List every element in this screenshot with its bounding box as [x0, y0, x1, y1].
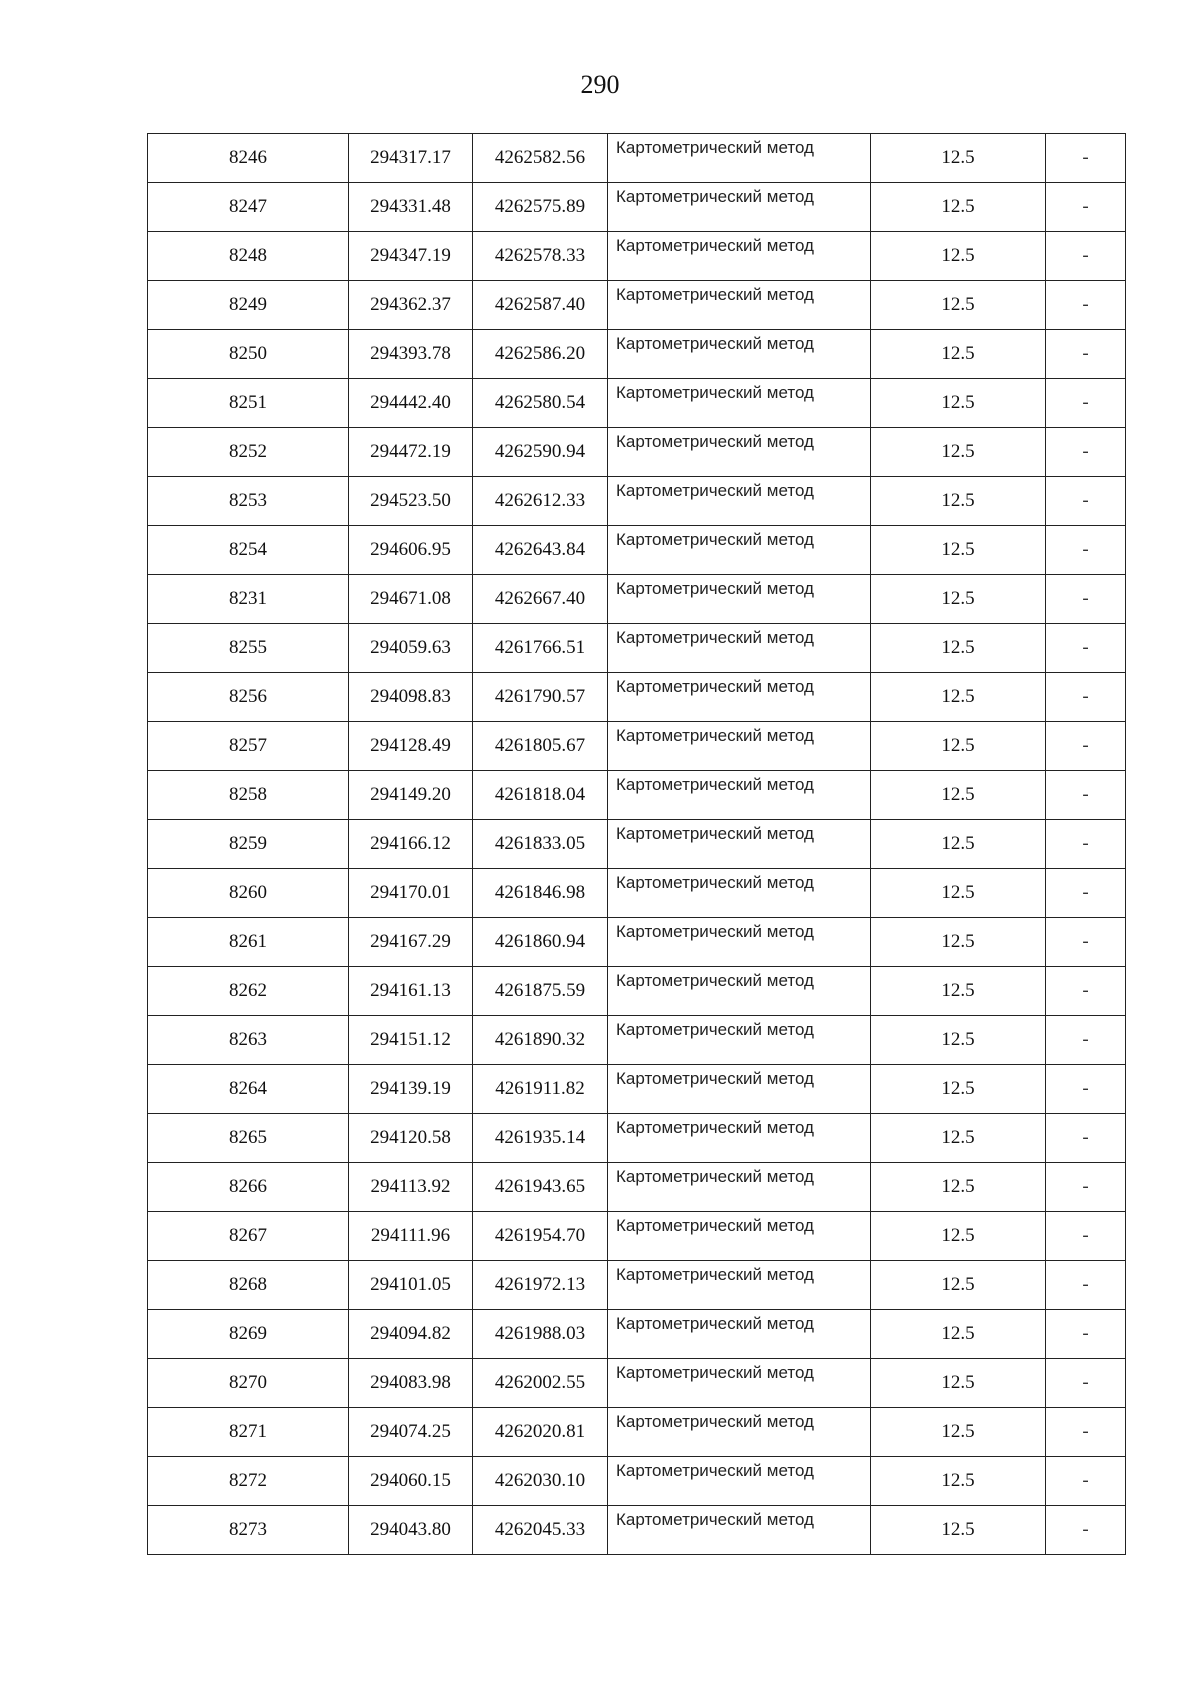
- method-cell: Картометрический метод: [608, 1408, 871, 1457]
- note-cell: -: [1046, 379, 1126, 428]
- note-cell: -: [1046, 330, 1126, 379]
- table-row: [148, 134, 1126, 183]
- table-row: [148, 379, 1126, 428]
- x-coordinate-cell: 294128.49: [349, 722, 473, 771]
- x-coordinate-cell: 294393.78: [349, 330, 473, 379]
- accuracy-cell: 12.5: [871, 1506, 1046, 1555]
- accuracy-cell: 12.5: [871, 1065, 1046, 1114]
- y-coordinate-cell: 4261846.98: [473, 869, 608, 918]
- accuracy-cell: 12.5: [871, 1457, 1046, 1506]
- note-cell: -: [1046, 1310, 1126, 1359]
- coordinates-table: [147, 133, 1126, 1555]
- x-coordinate-cell: 294111.96: [349, 1212, 473, 1261]
- table-row: [148, 1359, 1126, 1408]
- note-cell: -: [1046, 575, 1126, 624]
- x-coordinate-cell: 294161.13: [349, 967, 473, 1016]
- x-coordinate-cell: 294149.20: [349, 771, 473, 820]
- method-cell: Картометрический метод: [608, 1114, 871, 1163]
- method-cell: Картометрический метод: [608, 967, 871, 1016]
- point-number-cell: 8255: [148, 624, 349, 673]
- accuracy-cell: 12.5: [871, 232, 1046, 281]
- y-coordinate-cell: 4262667.40: [473, 575, 608, 624]
- method-cell: Картометрический метод: [608, 1506, 871, 1555]
- table-row: [148, 1310, 1126, 1359]
- table-row: [148, 624, 1126, 673]
- point-number-cell: 8248: [148, 232, 349, 281]
- table-row: [148, 1408, 1126, 1457]
- point-number-cell: 8263: [148, 1016, 349, 1065]
- table-row: [148, 967, 1126, 1016]
- point-number-cell: 8250: [148, 330, 349, 379]
- method-cell: Картометрический метод: [608, 1457, 871, 1506]
- method-cell: Картометрический метод: [608, 379, 871, 428]
- note-cell: -: [1046, 1359, 1126, 1408]
- x-coordinate-cell: 294523.50: [349, 477, 473, 526]
- point-number-cell: 8258: [148, 771, 349, 820]
- y-coordinate-cell: 4261911.82: [473, 1065, 608, 1114]
- table-row: [148, 771, 1126, 820]
- y-coordinate-cell: 4261890.32: [473, 1016, 608, 1065]
- method-cell: Картометрический метод: [608, 1212, 871, 1261]
- note-cell: -: [1046, 1261, 1126, 1310]
- table-row: [148, 575, 1126, 624]
- note-cell: -: [1046, 1212, 1126, 1261]
- method-cell: Картометрический метод: [608, 624, 871, 673]
- method-cell: Картометрический метод: [608, 330, 871, 379]
- point-number-cell: 8273: [148, 1506, 349, 1555]
- accuracy-cell: 12.5: [871, 1114, 1046, 1163]
- table-row: [148, 1261, 1126, 1310]
- x-coordinate-cell: 294060.15: [349, 1457, 473, 1506]
- x-coordinate-cell: 294442.40: [349, 379, 473, 428]
- note-cell: -: [1046, 820, 1126, 869]
- table-row: [148, 183, 1126, 232]
- accuracy-cell: 12.5: [871, 575, 1046, 624]
- y-coordinate-cell: 4262590.94: [473, 428, 608, 477]
- method-cell: Картометрический метод: [608, 477, 871, 526]
- point-number-cell: 8252: [148, 428, 349, 477]
- method-cell: Картометрический метод: [608, 820, 871, 869]
- method-cell: Картометрический метод: [608, 1359, 871, 1408]
- method-cell: Картометрический метод: [608, 428, 871, 477]
- y-coordinate-cell: 4261860.94: [473, 918, 608, 967]
- x-coordinate-cell: 294098.83: [349, 673, 473, 722]
- y-coordinate-cell: 4261805.67: [473, 722, 608, 771]
- y-coordinate-cell: 4262002.55: [473, 1359, 608, 1408]
- point-number-cell: 8257: [148, 722, 349, 771]
- y-coordinate-cell: 4262578.33: [473, 232, 608, 281]
- x-coordinate-cell: 294139.19: [349, 1065, 473, 1114]
- point-number-cell: 8272: [148, 1457, 349, 1506]
- page-number: 290: [580, 70, 620, 99]
- y-coordinate-cell: 4261943.65: [473, 1163, 608, 1212]
- method-cell: Картометрический метод: [608, 1163, 871, 1212]
- x-coordinate-cell: 294671.08: [349, 575, 473, 624]
- x-coordinate-cell: 294120.58: [349, 1114, 473, 1163]
- y-coordinate-cell: 4262045.33: [473, 1506, 608, 1555]
- point-number-cell: 8259: [148, 820, 349, 869]
- accuracy-cell: 12.5: [871, 1408, 1046, 1457]
- point-number-cell: 8246: [148, 134, 349, 183]
- y-coordinate-cell: 4261988.03: [473, 1310, 608, 1359]
- point-number-cell: 8231: [148, 575, 349, 624]
- accuracy-cell: 12.5: [871, 722, 1046, 771]
- table-row: [148, 281, 1126, 330]
- point-number-cell: 8265: [148, 1114, 349, 1163]
- point-number-cell: 8249: [148, 281, 349, 330]
- accuracy-cell: 12.5: [871, 1310, 1046, 1359]
- method-cell: Картометрический метод: [608, 526, 871, 575]
- note-cell: -: [1046, 281, 1126, 330]
- note-cell: -: [1046, 134, 1126, 183]
- table-row: [148, 1016, 1126, 1065]
- method-cell: Картометрический метод: [608, 1016, 871, 1065]
- point-number-cell: 8253: [148, 477, 349, 526]
- accuracy-cell: 12.5: [871, 428, 1046, 477]
- y-coordinate-cell: 4261766.51: [473, 624, 608, 673]
- y-coordinate-cell: 4262587.40: [473, 281, 608, 330]
- point-number-cell: 8256: [148, 673, 349, 722]
- table-row: [148, 673, 1126, 722]
- note-cell: -: [1046, 1506, 1126, 1555]
- note-cell: -: [1046, 1065, 1126, 1114]
- point-number-cell: 8251: [148, 379, 349, 428]
- note-cell: -: [1046, 722, 1126, 771]
- note-cell: -: [1046, 428, 1126, 477]
- x-coordinate-cell: 294094.82: [349, 1310, 473, 1359]
- note-cell: -: [1046, 624, 1126, 673]
- method-cell: Картометрический метод: [608, 1310, 871, 1359]
- y-coordinate-cell: 4262020.81: [473, 1408, 608, 1457]
- x-coordinate-cell: 294101.05: [349, 1261, 473, 1310]
- x-coordinate-cell: 294472.19: [349, 428, 473, 477]
- x-coordinate-cell: 294606.95: [349, 526, 473, 575]
- table-row: [148, 722, 1126, 771]
- accuracy-cell: 12.5: [871, 771, 1046, 820]
- note-cell: -: [1046, 526, 1126, 575]
- point-number-cell: 8268: [148, 1261, 349, 1310]
- note-cell: -: [1046, 673, 1126, 722]
- method-cell: Картометрический метод: [608, 1065, 871, 1114]
- accuracy-cell: 12.5: [871, 624, 1046, 673]
- table-body: [148, 134, 1126, 1555]
- x-coordinate-cell: 294043.80: [349, 1506, 473, 1555]
- point-number-cell: 8270: [148, 1359, 349, 1408]
- method-cell: Картометрический метод: [608, 575, 871, 624]
- point-number-cell: 8264: [148, 1065, 349, 1114]
- note-cell: -: [1046, 1016, 1126, 1065]
- x-coordinate-cell: 294362.37: [349, 281, 473, 330]
- table-row: [148, 1212, 1126, 1261]
- note-cell: -: [1046, 1163, 1126, 1212]
- table-row: [148, 526, 1126, 575]
- accuracy-cell: 12.5: [871, 134, 1046, 183]
- note-cell: -: [1046, 967, 1126, 1016]
- y-coordinate-cell: 4261972.13: [473, 1261, 608, 1310]
- x-coordinate-cell: 294059.63: [349, 624, 473, 673]
- point-number-cell: 8267: [148, 1212, 349, 1261]
- point-number-cell: 8260: [148, 869, 349, 918]
- accuracy-cell: 12.5: [871, 1212, 1046, 1261]
- point-number-cell: 8261: [148, 918, 349, 967]
- note-cell: -: [1046, 183, 1126, 232]
- y-coordinate-cell: 4262612.33: [473, 477, 608, 526]
- method-cell: Картометрический метод: [608, 771, 871, 820]
- table-row: [148, 232, 1126, 281]
- note-cell: -: [1046, 1114, 1126, 1163]
- table-row: [148, 330, 1126, 379]
- point-number-cell: 8247: [148, 183, 349, 232]
- point-number-cell: 8266: [148, 1163, 349, 1212]
- y-coordinate-cell: 4262582.56: [473, 134, 608, 183]
- y-coordinate-cell: 4261954.70: [473, 1212, 608, 1261]
- accuracy-cell: 12.5: [871, 1359, 1046, 1408]
- table-row: [148, 1506, 1126, 1555]
- method-cell: Картометрический метод: [608, 183, 871, 232]
- point-number-cell: 8271: [148, 1408, 349, 1457]
- note-cell: -: [1046, 1408, 1126, 1457]
- y-coordinate-cell: 4261790.57: [473, 673, 608, 722]
- table-row: [148, 1114, 1126, 1163]
- table-row: [148, 918, 1126, 967]
- table-row: [148, 477, 1126, 526]
- method-cell: Картометрический метод: [608, 673, 871, 722]
- note-cell: -: [1046, 869, 1126, 918]
- accuracy-cell: 12.5: [871, 330, 1046, 379]
- note-cell: -: [1046, 1457, 1126, 1506]
- accuracy-cell: 12.5: [871, 477, 1046, 526]
- y-coordinate-cell: 4262580.54: [473, 379, 608, 428]
- note-cell: -: [1046, 477, 1126, 526]
- y-coordinate-cell: 4261935.14: [473, 1114, 608, 1163]
- y-coordinate-cell: 4262030.10: [473, 1457, 608, 1506]
- point-number-cell: 8254: [148, 526, 349, 575]
- method-cell: Картометрический метод: [608, 232, 871, 281]
- y-coordinate-cell: 4261833.05: [473, 820, 608, 869]
- y-coordinate-cell: 4261818.04: [473, 771, 608, 820]
- note-cell: -: [1046, 232, 1126, 281]
- accuracy-cell: 12.5: [871, 183, 1046, 232]
- accuracy-cell: 12.5: [871, 1261, 1046, 1310]
- x-coordinate-cell: 294347.19: [349, 232, 473, 281]
- note-cell: -: [1046, 771, 1126, 820]
- x-coordinate-cell: 294113.92: [349, 1163, 473, 1212]
- accuracy-cell: 12.5: [871, 918, 1046, 967]
- table-row: [148, 1163, 1126, 1212]
- accuracy-cell: 12.5: [871, 820, 1046, 869]
- accuracy-cell: 12.5: [871, 1163, 1046, 1212]
- x-coordinate-cell: 294317.17: [349, 134, 473, 183]
- accuracy-cell: 12.5: [871, 1016, 1046, 1065]
- point-number-cell: 8269: [148, 1310, 349, 1359]
- method-cell: Картометрический метод: [608, 918, 871, 967]
- accuracy-cell: 12.5: [871, 379, 1046, 428]
- accuracy-cell: 12.5: [871, 869, 1046, 918]
- accuracy-cell: 12.5: [871, 967, 1046, 1016]
- method-cell: Картометрический метод: [608, 869, 871, 918]
- x-coordinate-cell: 294170.01: [349, 869, 473, 918]
- table-row: [148, 1457, 1126, 1506]
- y-coordinate-cell: 4262586.20: [473, 330, 608, 379]
- x-coordinate-cell: 294074.25: [349, 1408, 473, 1457]
- table-row: [148, 820, 1126, 869]
- table-row: [148, 1065, 1126, 1114]
- x-coordinate-cell: 294166.12: [349, 820, 473, 869]
- accuracy-cell: 12.5: [871, 526, 1046, 575]
- x-coordinate-cell: 294167.29: [349, 918, 473, 967]
- method-cell: Картометрический метод: [608, 134, 871, 183]
- y-coordinate-cell: 4261875.59: [473, 967, 608, 1016]
- x-coordinate-cell: 294331.48: [349, 183, 473, 232]
- x-coordinate-cell: 294151.12: [349, 1016, 473, 1065]
- point-number-cell: 8262: [148, 967, 349, 1016]
- y-coordinate-cell: 4262575.89: [473, 183, 608, 232]
- table-row: [148, 869, 1126, 918]
- method-cell: Картометрический метод: [608, 1261, 871, 1310]
- y-coordinate-cell: 4262643.84: [473, 526, 608, 575]
- method-cell: Картометрический метод: [608, 722, 871, 771]
- accuracy-cell: 12.5: [871, 673, 1046, 722]
- note-cell: -: [1046, 918, 1126, 967]
- table-row: [148, 428, 1126, 477]
- method-cell: Картометрический метод: [608, 281, 871, 330]
- x-coordinate-cell: 294083.98: [349, 1359, 473, 1408]
- accuracy-cell: 12.5: [871, 281, 1046, 330]
